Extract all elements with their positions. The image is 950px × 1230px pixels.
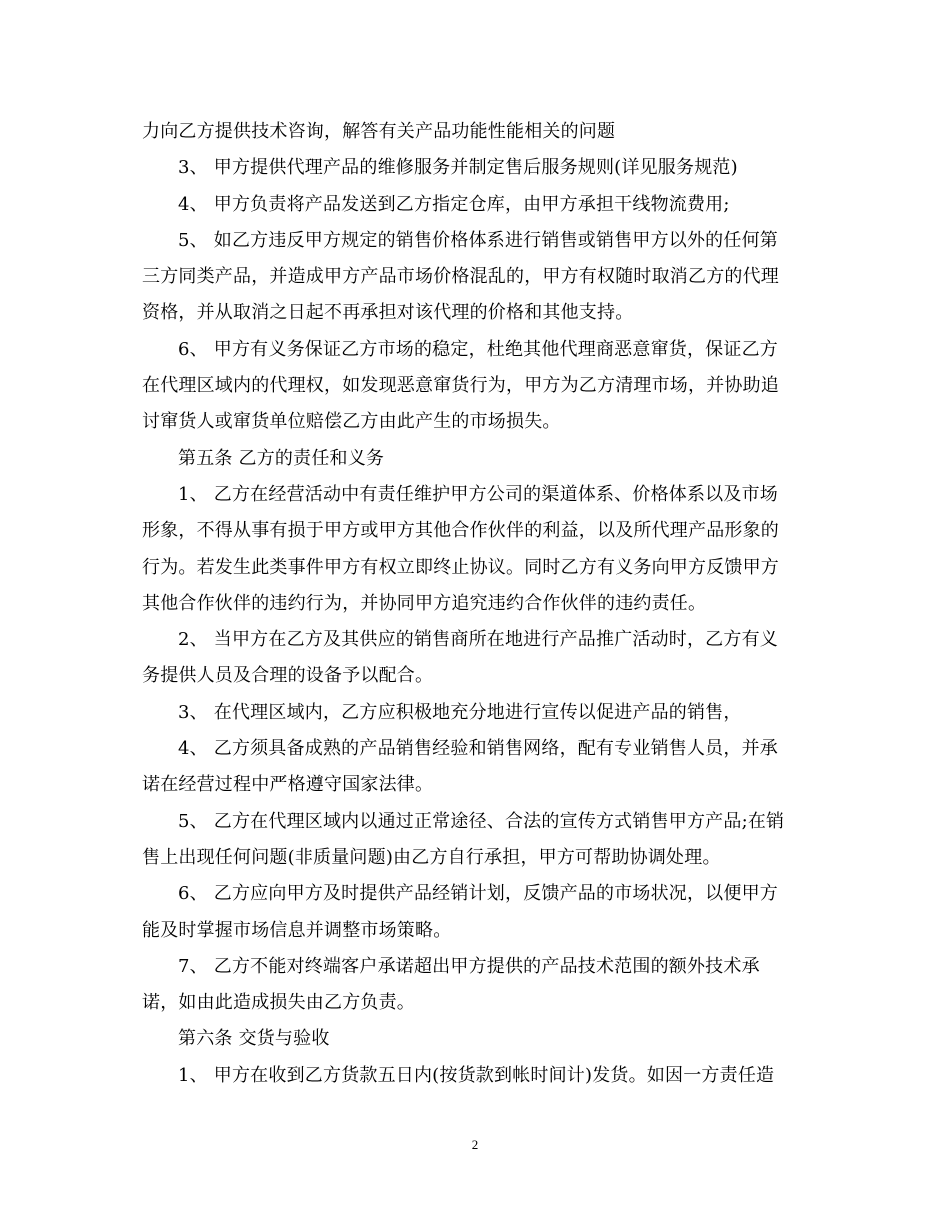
page-number: 2 [471, 1137, 479, 1152]
document-body [142, 114, 808, 1094]
text-line: 资格，并从取消之日起不再承担对该代理的价格和其他支持。 [142, 302, 634, 324]
text-line: 务提供人员及合理的设备予以配合。 [142, 665, 434, 687]
text-line: 6、 乙方应向甲方及时提供产品经销计划，反馈产品的市场状况，以便甲方 [178, 883, 778, 905]
text-line: 3、 甲方提供代理产品的维修服务并制定售后服务规则(详见服务规范) [178, 157, 738, 179]
text-line: 3、 在代理区域内，乙方应积极地充分地进行宣传以促进产品的销售， [178, 701, 742, 723]
text-line: 第五条 乙方的责任和义务 [178, 447, 385, 469]
text-line: 行为。若发生此类事件甲方有权立即终止协议。同时乙方有义务向甲方反馈甲方 [142, 556, 779, 578]
text-line: 讨窜货人或窜货单位赔偿乙方由此产生的市场损失。 [142, 411, 561, 433]
text-line: 形象，不得从事有损于甲方或甲方其他合作伙伴的利益，以及所代理产品形象的 [142, 520, 779, 542]
text-line: 2、 当甲方在乙方及其供应的销售商所在地进行产品推广活动时，乙方有义 [178, 629, 778, 651]
text-line: 力向乙方提供技术咨询，解答有关产品功能性能相关的问题 [142, 121, 616, 142]
text-line: 在代理区域内的代理权，如发现恶意窜货行为，甲方为乙方清理市场，并协助追 [142, 375, 779, 397]
text-line: 4、 甲方负责将产品发送到乙方指定仓库，由甲方承担干线物流费用; [178, 193, 730, 215]
text-line: 诺在经营过程中严格遵守国家法律。 [142, 774, 434, 796]
text-line: 能及时掌握市场信息并调整市场策略。 [142, 919, 452, 941]
text-line: 三方同类产品，并造成甲方产品市场价格混乱的，甲方有权随时取消乙方的代理 [142, 266, 779, 288]
text-line: 7、 乙方不能对终端客户承诺超出甲方提供的产品技术范围的额外技术承 [178, 955, 760, 977]
text-line: 5、 乙方在代理区域内以通过正常途径、合法的宣传方式销售甲方产品;在销 [178, 810, 785, 832]
text-line: 4、 乙方须具备成熟的产品销售经验和销售网络，配有专业销售人员，并承 [178, 738, 778, 760]
text-line: 1、 乙方在经营活动中有责任维护甲方公司的渠道体系、价格体系以及市场 [178, 483, 778, 505]
text-line: 其他合作伙伴的违约行为，并协同甲方追究违约合作伙伴的违约责任。 [142, 592, 707, 614]
text-line: 6、 甲方有义务保证乙方市场的稳定，杜绝其他代理商恶意窜货，保证乙方 [178, 338, 778, 360]
text-line: 售上出现任何问题(非质量问题)由乙方自行承担，甲方可帮助协调处理。 [142, 846, 721, 868]
text-line: 1、 甲方在收到乙方货款五日内(按货款到帐时间计)发货。如因一方责任造 [178, 1064, 775, 1086]
text-line: 诺，如由此造成损失由乙方负责。 [142, 992, 415, 1014]
text-line: 第六条 交货与验收 [178, 1028, 330, 1050]
text-line: 5、 如乙方违反甲方规定的销售价格体系进行销售或销售甲方以外的任何第 [178, 229, 778, 251]
